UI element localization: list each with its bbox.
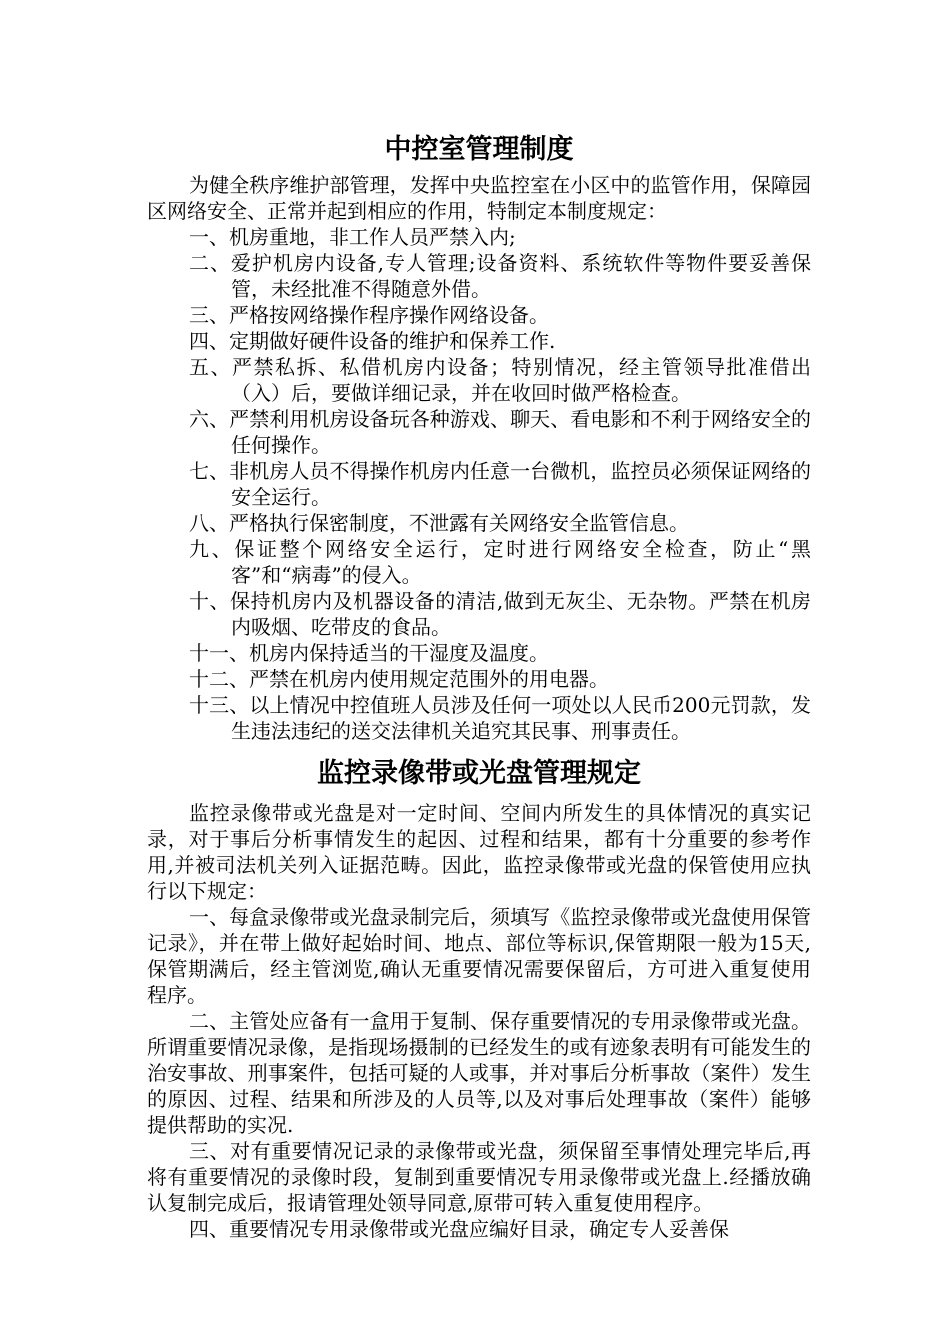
rule-item: 二、爱护机房内设备,专人管理;设备资料、系统软件等物件要妥善保管，未经批准不得随意外借。 — [189, 251, 811, 301]
rule-item: 十二、严禁在机房内使用规定范围外的用电器。 — [189, 667, 609, 691]
rule-item: 一、机房重地，非工作人员严禁入内; — [189, 225, 516, 249]
section1-intro: 为健全秩序维护部管理，发挥中央监控室在小区中的监管作用，保障园区网络安全、正常并起到相应的作用，特制定本制度规定： — [147, 173, 811, 223]
section1-rules-list — [147, 224, 811, 744]
rule-item: 十三、以上情况中控值班人员涉及任何一项处以人民币200元罚款，发生违法违纪的送交法律机关追究其民事、刑事责任。 — [189, 693, 811, 743]
rule-item: 十一、机房内保持适当的干湿度及温度。 — [189, 641, 549, 665]
section2-paragraph: 三、对有重要情况记录的录像带或光盘，须保留至事情处理完毕后,再将有重要情况的录像时段，复制到重要情况专用录像带或光盘上.经播放确认复制完成后，报请管理处领导同意,原带可转入重复使用程序。 — [147, 1139, 811, 1215]
section2-paragraph: 二、主管处应备有一盒用于复制、保存重要情况的专用录像带或光盘。所谓重要情况录像，是指现场摄制的已经发生的或有迹象表明有可能发生的治安事故、刑事案件，包括可疑的人或事，并对事后分析事故（案件）发生的原因、过程、结果和所涉及的人员等,以及对事后处理事故（案件）能够提供帮助的实况. — [147, 1009, 811, 1137]
rule-item: 三、严格按网络操作程序操作网络设备。 — [189, 303, 549, 327]
section2-title: 监控录像带或光盘管理规定 — [317, 758, 641, 789]
rule-item: 十、保持机房内及机器设备的清洁,做到无灰尘、无杂物。严禁在机房内吸烟、吃带皮的食品。 — [189, 589, 811, 639]
section1-title: 中控室管理制度 — [384, 134, 574, 165]
document-page — [147, 130, 811, 1242]
section2-paragraph: 一、每盒录像带或光盘录制完后，须填写《监控录像带或光盘使用保管记录》，并在带上做好起始时间、地点、部位等标识,保管期限一般为15天,保管期满后，经主管浏览,确认无重要情况需要保留后，方可进入重复使用程序。 — [147, 905, 811, 1007]
rule-item: 四、定期做好硬件设备的维护和保养工作. — [189, 329, 556, 353]
rule-item: 八、严格执行保密制度，不泄露有关网络安全监管信息。 — [189, 511, 689, 535]
section2-paragraph: 四、重要情况专用录像带或光盘应编好目录，确定专人妥善保 — [189, 1217, 729, 1241]
rule-item: 七、非机房人员不得操作机房内任意一台微机，监控员必须保证网络的安全运行。 — [189, 459, 811, 509]
rule-item: 九、保证整个网络安全运行，定时进行网络安全检查，防止“黑客”和“病毒”的侵入。 — [189, 537, 811, 587]
section2-paragraph: 监控录像带或光盘是对一定时间、空间内所发生的具体情况的真实记录，对于事后分析事情发生的起因、过程和结果，都有十分重要的参考作用,并被司法机关列入证据范畴。因此，监控录像带或光盘的保管使用应执行以下规定： — [147, 801, 811, 903]
rule-item: 六、严禁利用机房设备玩各种游戏、聊天、看电影和不利于网络安全的任何操作。 — [189, 407, 811, 457]
rule-item: 五、严禁私拆、私借机房内设备；特别情况，经主管领导批准借出（入）后，要做详细记录，并在收回时做严格检查。 — [189, 355, 811, 405]
